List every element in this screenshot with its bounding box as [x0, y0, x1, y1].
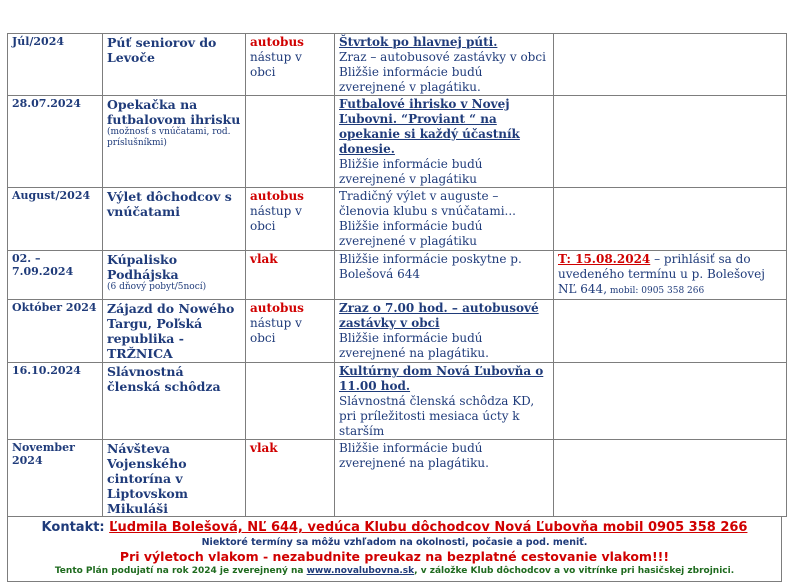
events-plan	[7, 33, 782, 582]
event-date: November 2024	[8, 440, 103, 517]
event-date: 02. – 7.09.2024	[8, 251, 103, 300]
table-row	[8, 440, 787, 517]
event-date: August/2024	[8, 188, 103, 251]
event-date: 28.07.2024	[8, 96, 103, 188]
event-note: Tradičný výlet v auguste – členovia klubu s vnúčatami... Bližšie informácie budú zverejnené v plagátiku	[335, 188, 554, 251]
train-warning: Pri výletoch vlakom - nezabudnite preukaz na bezplatné cestovanie vlakom!!!	[119, 549, 670, 564]
event-note: Štvrtok po hlavnej púti. Zraz – autobusové zastávky v obci Bližšie informácie budú zverejnené v plagátiku.	[335, 34, 554, 96]
event-name: Návšteva Vojenského cintorína v Liptovskom Mikuláši	[103, 440, 246, 517]
event-name: Slávnostná členská schôdza	[103, 363, 246, 440]
event-extra	[554, 96, 787, 188]
event-date: 16.10.2024	[8, 363, 103, 440]
event-transport: vlak	[246, 440, 335, 517]
publication-note: Tento Plán podujatí na rok 2024 je zverejnený na www.novalubovna.sk, v záložke Klub dôchodcov a vo vitrínke pri hasičskej zbrojnici.	[54, 566, 735, 576]
event-name: Výlet dôchodcov s vnúčatami	[103, 188, 246, 251]
event-note: Zraz o 7.00 hod. – autobusové zastávky v obci Bližšie informácie budú zverejnené na plagátiku.	[335, 300, 554, 363]
event-transport: vlak	[246, 251, 335, 300]
table-row	[8, 188, 787, 251]
event-note: Kultúrny dom Nová Ľubovňa o 11.00 hod. Slávnostná členská schôdza KD, pri príležitosti mesiaca úcty k starším	[335, 363, 554, 440]
notice-line: Niektoré termíny sa môžu vzhľadom na okolnosti, počasie a pod. meniť.	[201, 537, 588, 548]
event-extra: T: 15.08.2024 – prihlásiť sa do uvedeného termínu u p. Bolešovej NĽ 644, mobil: 0905 358 266	[554, 251, 787, 300]
event-date: Október 2024	[8, 300, 103, 363]
event-extra	[554, 300, 787, 363]
event-extra	[554, 34, 787, 96]
event-extra	[554, 363, 787, 440]
event-transport: autobus nástup v obci	[246, 188, 335, 251]
event-extra	[554, 440, 787, 517]
event-name: Kúpalisko Podhájska (6 dňový pobyt/5nocí)	[103, 251, 246, 300]
table-row	[8, 34, 787, 96]
events-table	[7, 33, 787, 517]
website-link[interactable]: www.novalubovna.sk	[306, 566, 415, 576]
event-transport	[246, 96, 335, 188]
event-note: Futbalové ihrisko v Novej Ľubovni. “Proviant “ na opekanie si každý účastník donesie. Bližšie informácie budú zverejnené v plagátiku	[335, 96, 554, 188]
event-name: Zájazd do Nowého Targu, Poľská republika - TRŽNICA	[103, 300, 246, 363]
event-date: Júl/2024	[8, 34, 103, 96]
event-note: Bližšie informácie budú zverejnené na plagátiku.	[335, 440, 554, 517]
event-note: Bližšie informácie poskytne p. Bolešová 644	[335, 251, 554, 300]
event-transport	[246, 363, 335, 440]
event-transport: autobus nástup v obci	[246, 300, 335, 363]
footer	[7, 517, 782, 582]
table-row	[8, 96, 787, 188]
contact-line: Kontakt: Ľudmila Bolešová, NĽ 644, vedúca Klubu dôchodcov Nová Ľubovňa mobil 0905 358 266	[41, 520, 748, 535]
table-row	[8, 251, 787, 300]
event-name: Opekačka na futbalovom ihrisku (možnosť s vnúčatami, rod. príslušníkmi)	[103, 96, 246, 188]
table-row	[8, 300, 787, 363]
table-row	[8, 363, 787, 440]
event-transport: autobus nástup v obci	[246, 34, 335, 96]
event-name: Púť seniorov do Levoče	[103, 34, 246, 96]
event-extra	[554, 188, 787, 251]
